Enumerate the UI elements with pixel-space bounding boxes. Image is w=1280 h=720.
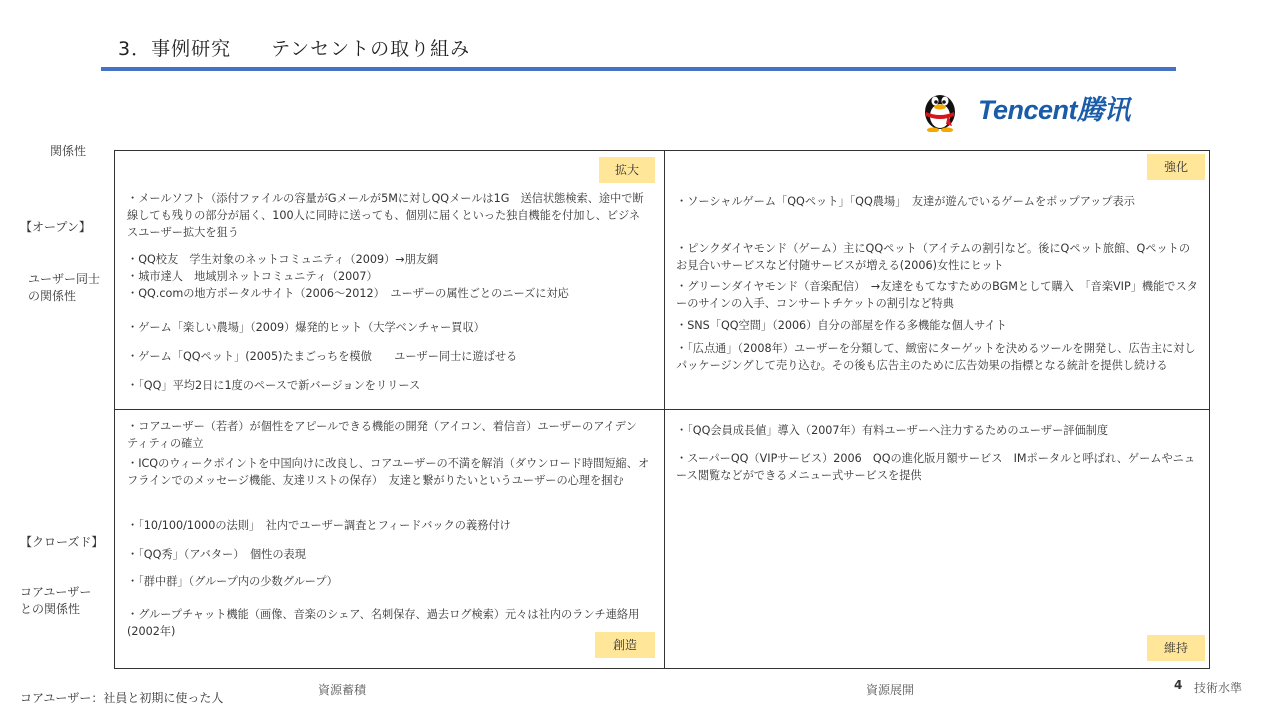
footer-note: コアユーザー：社員と初期に使った人 bbox=[20, 691, 224, 705]
list-item: ・QQ校友 学生対象のネットコミュニティ（2009）→朋友網 bbox=[127, 253, 439, 266]
list-item: ・コアユーザー（若者）が個性をアピールできる機能の開発（アイコン、着信音）ユーザーのアイデンティティの確立 bbox=[127, 420, 637, 450]
list-item: ・スーパーQQ（VIPサービス）2006 QQの進化版月額サービス IMポータルと呼ばれ、ゲームやニュース閲覧などができるメニュー式サービスを提供 bbox=[676, 452, 1196, 482]
y-axis-label: 関係性 bbox=[50, 144, 87, 158]
list-item: ・「QQ秀」（アバター） 個性の表現 bbox=[127, 548, 306, 561]
list-item: ・「QQ」平均2日に1度のペースで新バージョンをリリース bbox=[127, 379, 421, 392]
page-title: 3．事例研究 テンセントの取り組み bbox=[118, 38, 471, 60]
tag-maintain: 維持 bbox=[1147, 635, 1205, 661]
tag-create: 創造 bbox=[595, 632, 655, 658]
list-item: ・「QQ会員成長値」導入（2007年）有料ユーザーへ注力するためのユーザー評価制度 bbox=[676, 424, 1109, 437]
list-item: ・ピンクダイヤモンド（ゲーム）主にQQペット（アイテムの割引など。後にQペット旅館、Qペットのお見合いサービスなど付随サービスが増える(2006)女性にヒット bbox=[676, 242, 1191, 272]
list-item: ・ゲーム「楽しい農場」（2009）爆発的ヒット（大学ベンチャー買収） bbox=[127, 321, 485, 334]
closed-sub-label: コアユーザーとの関係性 bbox=[20, 585, 92, 616]
list-item: ・「広点通」（2008年）ユーザーを分類して、緻密にターゲットを決めるツールを開発し、広告主に対しパッケージングして売り込む。その後も広告主のために広告効果の指標となる統計を提供し続ける bbox=[676, 342, 1196, 372]
logo-text: Tencent腾讯 bbox=[978, 95, 1131, 125]
horizontal-divider bbox=[115, 409, 1209, 410]
list-item: ・「10/100/1000の法則」 社内でユーザー調査とフィードバックの義務付け bbox=[127, 519, 511, 532]
tag-strengthen: 強化 bbox=[1147, 154, 1205, 180]
list-item: ・QQ.comの地方ポータルサイト（2006～2012） ユーザーの属性ごとのニーズに対応 bbox=[127, 287, 569, 300]
list-item: ・城市達人 地域別ネットコミュニティ（2007） bbox=[127, 270, 378, 283]
tag-expand: 拡大 bbox=[599, 157, 655, 183]
list-item: ・SNS「QQ空間」（2006）自分の部屋を作る多機能な個人サイト bbox=[676, 319, 1007, 332]
footer-level: 技術水準 bbox=[1194, 681, 1243, 695]
tencent-logo bbox=[918, 86, 1163, 130]
closed-label: 【クローズド】 bbox=[20, 535, 104, 549]
title-underline bbox=[101, 67, 1176, 71]
list-item: ・「群中群」（グループ内の少数グループ） bbox=[127, 575, 338, 588]
list-item: ・ゲーム「QQペット」(2005)たまごっちを模倣 ユーザー同士に遊ばせる bbox=[127, 350, 518, 363]
list-item: ・グループチャット機能（画像、音楽のシェア、名刺保存、過去ログ検索）元々は社内のランチ連絡用(2002年) bbox=[127, 608, 640, 638]
list-item: ・ソーシャルゲーム「QQペット」「QQ農場」 友達が遊んでいるゲームをポップアップ表示 bbox=[676, 195, 1135, 208]
x-axis-left-label: 資源蓄積 bbox=[318, 683, 367, 697]
open-label: 【オープン】 bbox=[20, 220, 91, 234]
list-item: ・メールソフト（添付ファイルの容量がGメールが5Mに対しQQメールは1G 送信状態検索、途中で断線しても残りの部分が届く、100人に同時に送っても、個別に届くといった独自機能を付加し、ビジネスユーザー拡大を狙う bbox=[127, 192, 644, 239]
open-sub-label: ユーザー同士の関係性 bbox=[28, 272, 101, 303]
list-item: ・グリーンダイヤモンド（音楽配信） →友達をもてなすためのBGMとして購入 「音楽VIP」機能でスターのサインの入手、コンサートチケットの割引など特典 bbox=[676, 280, 1198, 310]
quadrant-matrix bbox=[114, 150, 1210, 669]
page-number: 4 bbox=[1174, 678, 1183, 692]
list-item: ・ICQのウィークポイントを中国向けに改良し、コアユーザーの不満を解消（ダウンロード時間短縮、オフラインでのメッセージ機能、友達リストの保存） 友達と繋がりたいというユーザーの心理を掴む bbox=[127, 457, 650, 487]
penguin-icon bbox=[918, 86, 962, 132]
x-axis-right-label: 資源展開 bbox=[866, 683, 915, 697]
